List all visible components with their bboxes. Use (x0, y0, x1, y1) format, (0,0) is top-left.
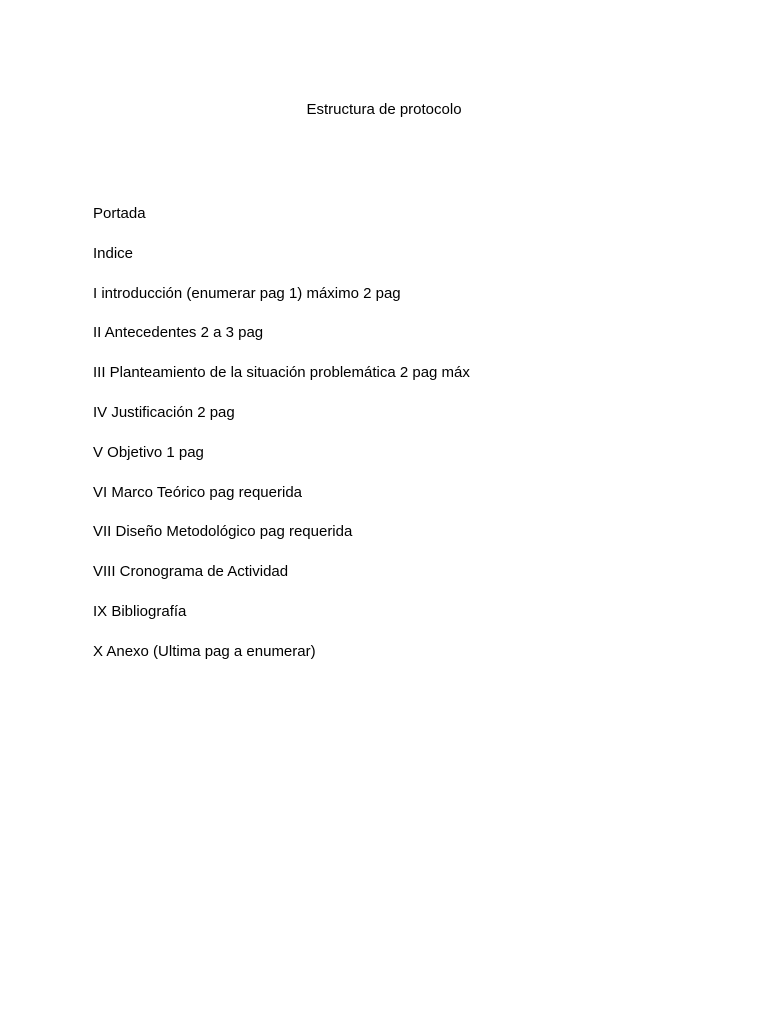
list-item-marco-teorico: VI Marco Teórico pag requerida (93, 483, 303, 501)
document-title: Estructura de protocolo (306, 101, 462, 118)
list-item-objetivo: V Objetivo 1 pag (93, 443, 204, 461)
list-item-justificacion: IV Justificación 2 pag (93, 403, 235, 421)
list-item-antecedentes: II Antecedentes 2 a 3 pag (93, 324, 264, 342)
protocol-section-list (93, 204, 470, 682)
list-item-indice: Indice (93, 244, 134, 262)
list-item-diseno-metodologico: VII Diseño Metodológico pag requerida (93, 523, 353, 541)
list-item-bibliografia: IX Bibliografía (93, 602, 187, 620)
list-item-introduccion: I introducción (enumerar pag 1) máximo 2 pag (93, 284, 401, 302)
list-item-planteamiento: III Planteamiento de la situación problemática 2 pag máx (93, 364, 470, 382)
list-item-anexo: X Anexo (Ultima pag a enumerar) (93, 642, 316, 660)
list-item-cronograma: VIII Cronograma de Actividad (93, 563, 289, 581)
list-item-portada: Portada (93, 205, 146, 222)
